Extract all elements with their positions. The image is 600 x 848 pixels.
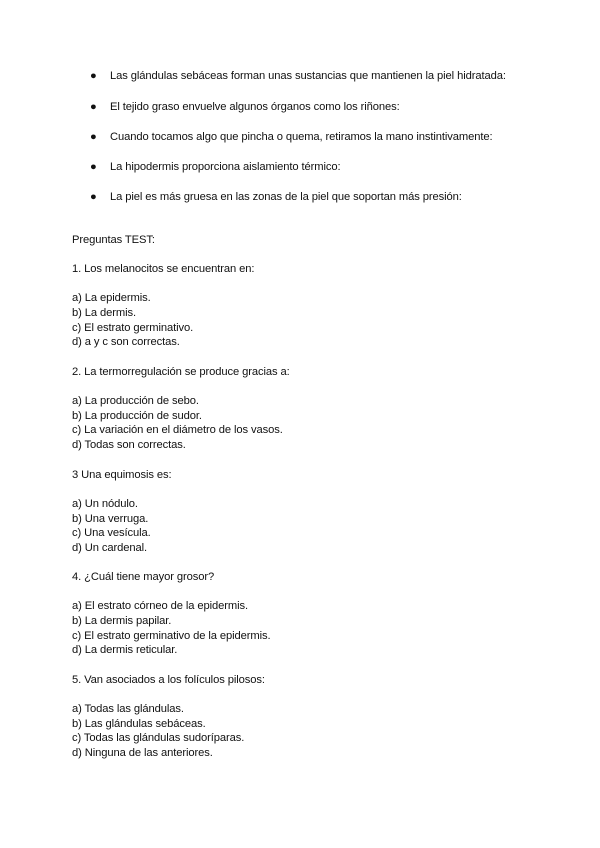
question-text: 4. ¿Cuál tiene mayor grosor? <box>72 571 215 583</box>
bullet-icon: ● <box>90 70 97 82</box>
answer-option: a) La epidermis. <box>72 292 151 304</box>
answer-option: d) Un cardenal. <box>72 542 147 554</box>
answer-option: a) Todas las glándulas. <box>72 703 184 715</box>
bullet-icon: ● <box>90 191 97 203</box>
question-text: 3 Una equimosis es: <box>72 469 172 481</box>
answer-option: d) a y c son correctas. <box>72 336 180 348</box>
bullet-icon: ● <box>90 101 97 113</box>
answer-option: b) Las glándulas sebáceas. <box>72 718 206 730</box>
answer-option: a) La producción de sebo. <box>72 395 199 407</box>
bullet-icon: ● <box>90 131 97 143</box>
bullet-text: El tejido graso envuelve algunos órganos como los riñones: <box>110 101 400 113</box>
bullet-text: La piel es más gruesa en las zonas de la piel que soportan más presión: <box>110 191 462 203</box>
question-text: 1. Los melanocitos se encuentran en: <box>72 263 255 275</box>
answer-option: c) Una vesícula. <box>72 527 151 539</box>
answer-option: a) Un nódulo. <box>72 498 138 510</box>
answer-option: d) Todas son correctas. <box>72 439 186 451</box>
section-title: Preguntas TEST: <box>72 234 155 246</box>
question-text: 2. La termorregulación se produce gracias a: <box>72 366 290 378</box>
answer-option: c) El estrato germinativo. <box>72 322 194 334</box>
bullet-item <box>90 70 506 82</box>
question-text: 5. Van asociados a los folículos pilosos: <box>72 674 265 686</box>
bullet-icon: ● <box>90 161 97 173</box>
answer-option: c) La variación en el diámetro de los vasos. <box>72 424 283 436</box>
answer-option: d) Ninguna de las anteriores. <box>72 747 213 759</box>
bullet-item <box>90 101 400 113</box>
answer-option: b) La producción de sudor. <box>72 410 202 422</box>
answer-option: d) La dermis reticular. <box>72 644 178 656</box>
bullet-item <box>90 161 340 173</box>
answer-option: c) El estrato germinativo de la epidermis. <box>72 630 271 642</box>
bullet-item <box>90 191 462 203</box>
answer-option: c) Todas las glándulas sudoríparas. <box>72 732 245 744</box>
answer-option: b) Una verruga. <box>72 513 149 525</box>
bullet-item <box>90 131 493 143</box>
bullet-text: Las glándulas sebáceas forman unas sustancias que mantienen la piel hidratada: <box>110 70 506 82</box>
bullet-text: Cuando tocamos algo que pincha o quema, retiramos la mano instintivamente: <box>110 131 493 143</box>
answer-option: b) La dermis papilar. <box>72 615 172 627</box>
bullet-text: La hipodermis proporciona aislamiento térmico: <box>110 161 341 173</box>
answer-option: b) La dermis. <box>72 307 136 319</box>
answer-option: a) El estrato córneo de la epidermis. <box>72 600 249 612</box>
